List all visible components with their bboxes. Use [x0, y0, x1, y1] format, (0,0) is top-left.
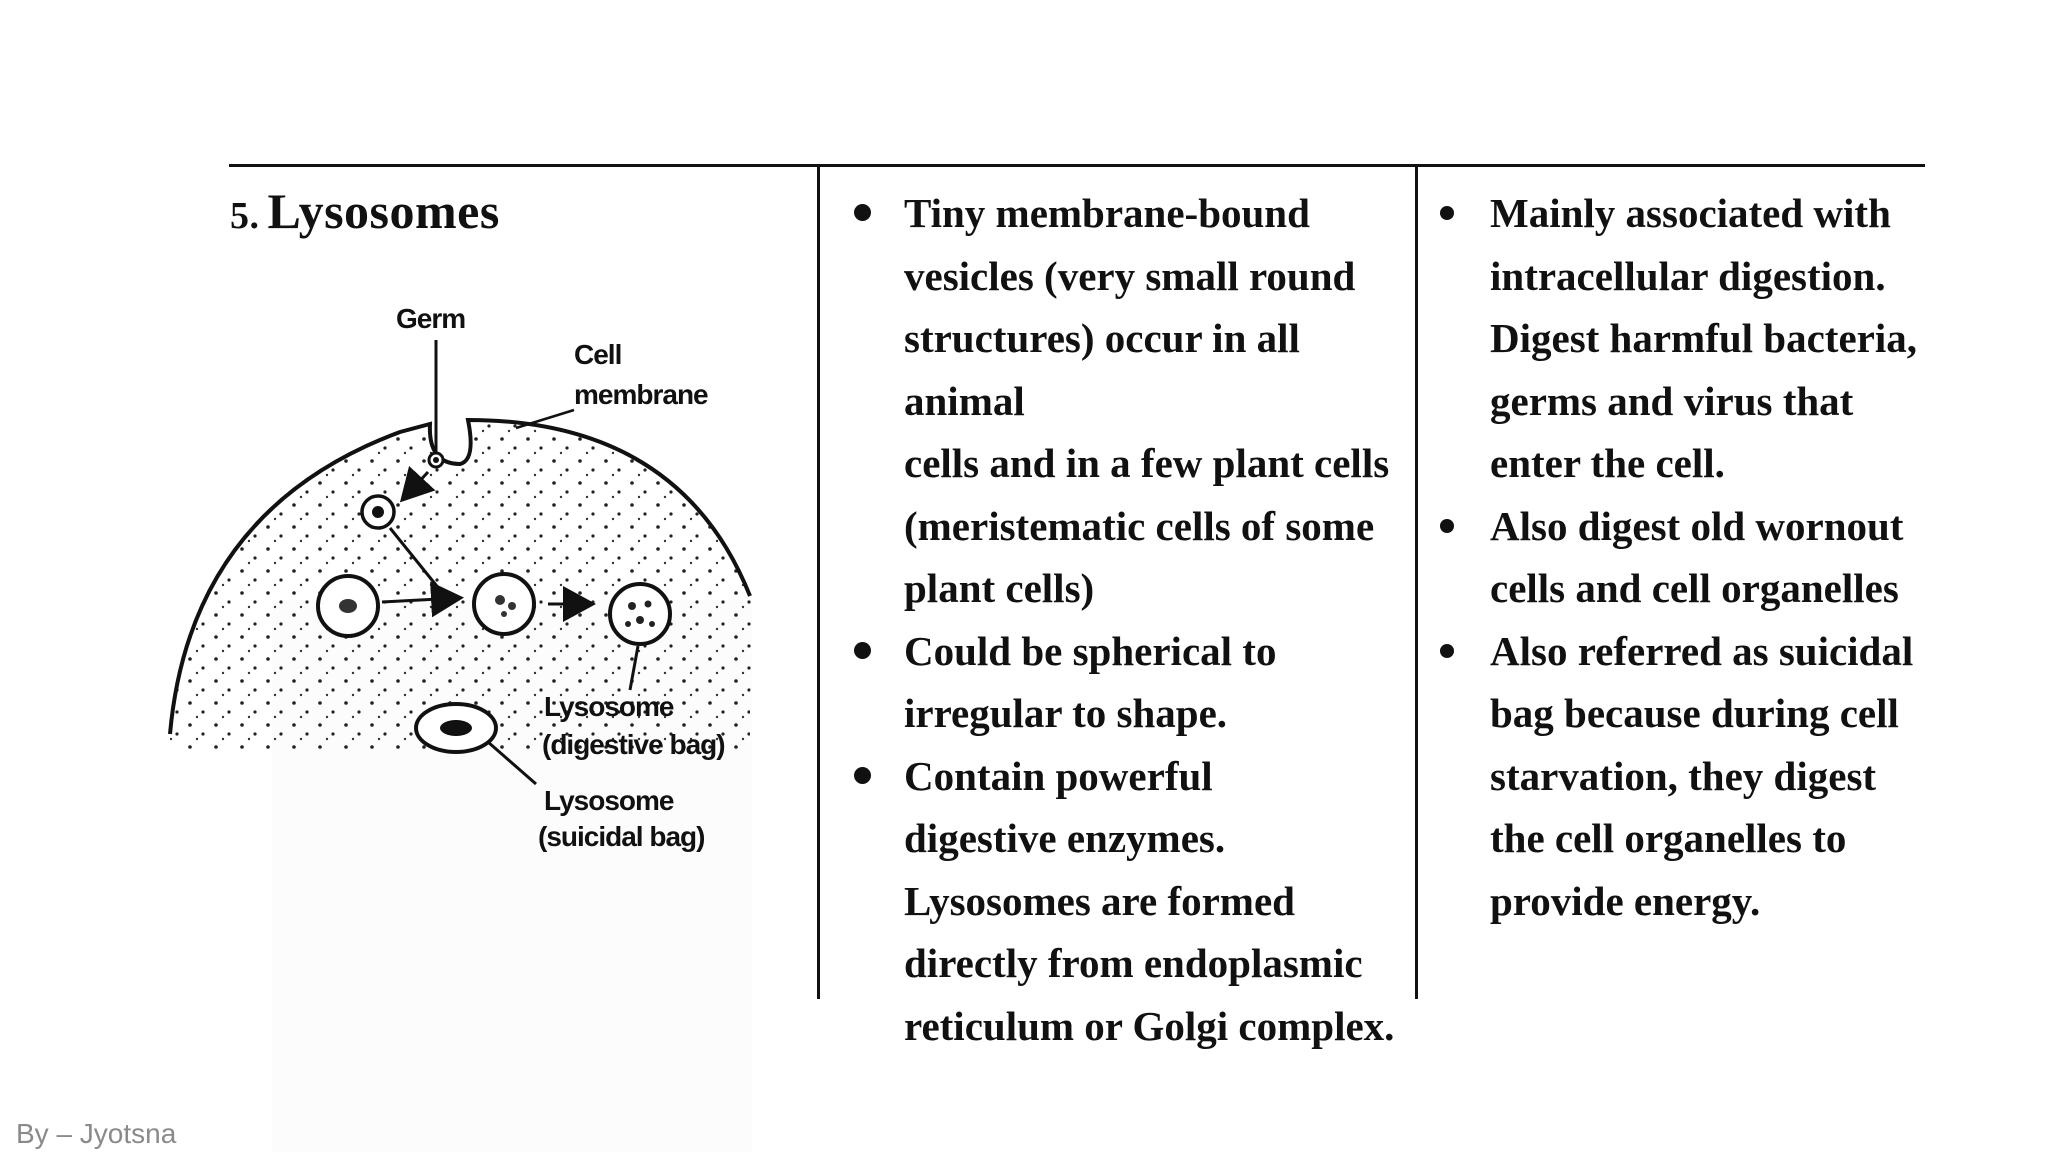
bullet-item	[852, 182, 1412, 620]
column-structure	[852, 182, 1412, 1057]
vesicle-middle	[474, 574, 534, 634]
bullet-line: vesicles (very small round	[904, 252, 1356, 299]
bullet-line: germs and virus that	[1490, 377, 1854, 424]
bullet-line: cells and in a few plant cells	[904, 440, 1390, 486]
section-title: Lysosomes	[267, 183, 500, 239]
author-credit: By – Jyotsna	[16, 1118, 177, 1149]
label-cell: Cell	[574, 339, 622, 370]
column-divider-2	[1415, 167, 1418, 999]
bullet-item	[1438, 182, 1938, 495]
bullet-dot	[1440, 206, 1454, 220]
bullet-line: digestive enzymes.	[904, 815, 1226, 861]
lysosome-diagram	[160, 280, 760, 880]
bullet-line: Lysosomes are formed	[904, 877, 1295, 924]
bullet-line: (meristematic cells of some	[904, 502, 1375, 549]
table-top-rule	[229, 164, 1925, 167]
phagosome-small	[362, 496, 394, 528]
bullet-line: cells and cell organelles	[1490, 565, 1899, 611]
section-heading	[230, 182, 500, 240]
bullet-line: reticulum or Golgi complex.	[904, 1002, 1395, 1049]
vesicle-left	[318, 576, 378, 636]
bullet-dot	[854, 204, 871, 221]
bullet-line: Also referred as suicidal	[1490, 627, 1914, 674]
label-lysosome-digestive: Lysosome	[544, 691, 674, 722]
label-lysosome-suicidal: Lysosome	[544, 785, 674, 816]
column-function	[1438, 182, 1938, 932]
label-germ: Germ	[396, 303, 466, 334]
bullet-item	[852, 620, 1412, 745]
bullet-line: Contain powerful	[904, 752, 1213, 799]
label-membrane: membrane	[574, 379, 708, 410]
bullet-line: Tiny membrane-bound	[904, 190, 1310, 236]
bullet-item	[1438, 620, 1938, 933]
lysosome-digestive	[610, 584, 670, 644]
bullet-line: directly from endoplasmic	[904, 940, 1363, 986]
bullet-dot	[854, 767, 871, 784]
bullet-line: bag because during cell	[1490, 690, 1899, 736]
bullet-line: the cell organelles to	[1490, 815, 1847, 861]
bullet-line: structures) occur in all animal	[904, 315, 1300, 424]
bullet-dot	[1440, 644, 1454, 658]
bullet-line: Also digest old wornout	[1490, 502, 1904, 549]
label-suicidal-bag: (suicidal bag)	[538, 821, 705, 852]
bullet-line: enter the cell.	[1490, 440, 1725, 486]
bullet-line: starvation, they digest	[1490, 752, 1877, 799]
bullet-line: provide energy.	[1490, 877, 1761, 924]
bullet-line: Digest harmful bacteria,	[1490, 315, 1917, 361]
bullet-line: Could be spherical to	[904, 627, 1277, 674]
column-divider-1	[817, 167, 820, 999]
bullet-line: irregular to shape.	[904, 690, 1228, 736]
bullet-item	[1438, 495, 1938, 620]
bullet-dot	[1440, 519, 1454, 533]
bullet-line: intracellular digestion.	[1490, 252, 1886, 299]
lysosome-suicidal	[416, 704, 496, 752]
bullet-item	[852, 745, 1412, 1058]
bullet-dot	[854, 642, 871, 659]
bullet-line: plant cells)	[904, 565, 1095, 611]
label-digestive-bag: (digestive bag)	[542, 729, 725, 760]
section-number: 5.	[230, 195, 260, 237]
bullet-line: Mainly associated with	[1490, 190, 1891, 236]
